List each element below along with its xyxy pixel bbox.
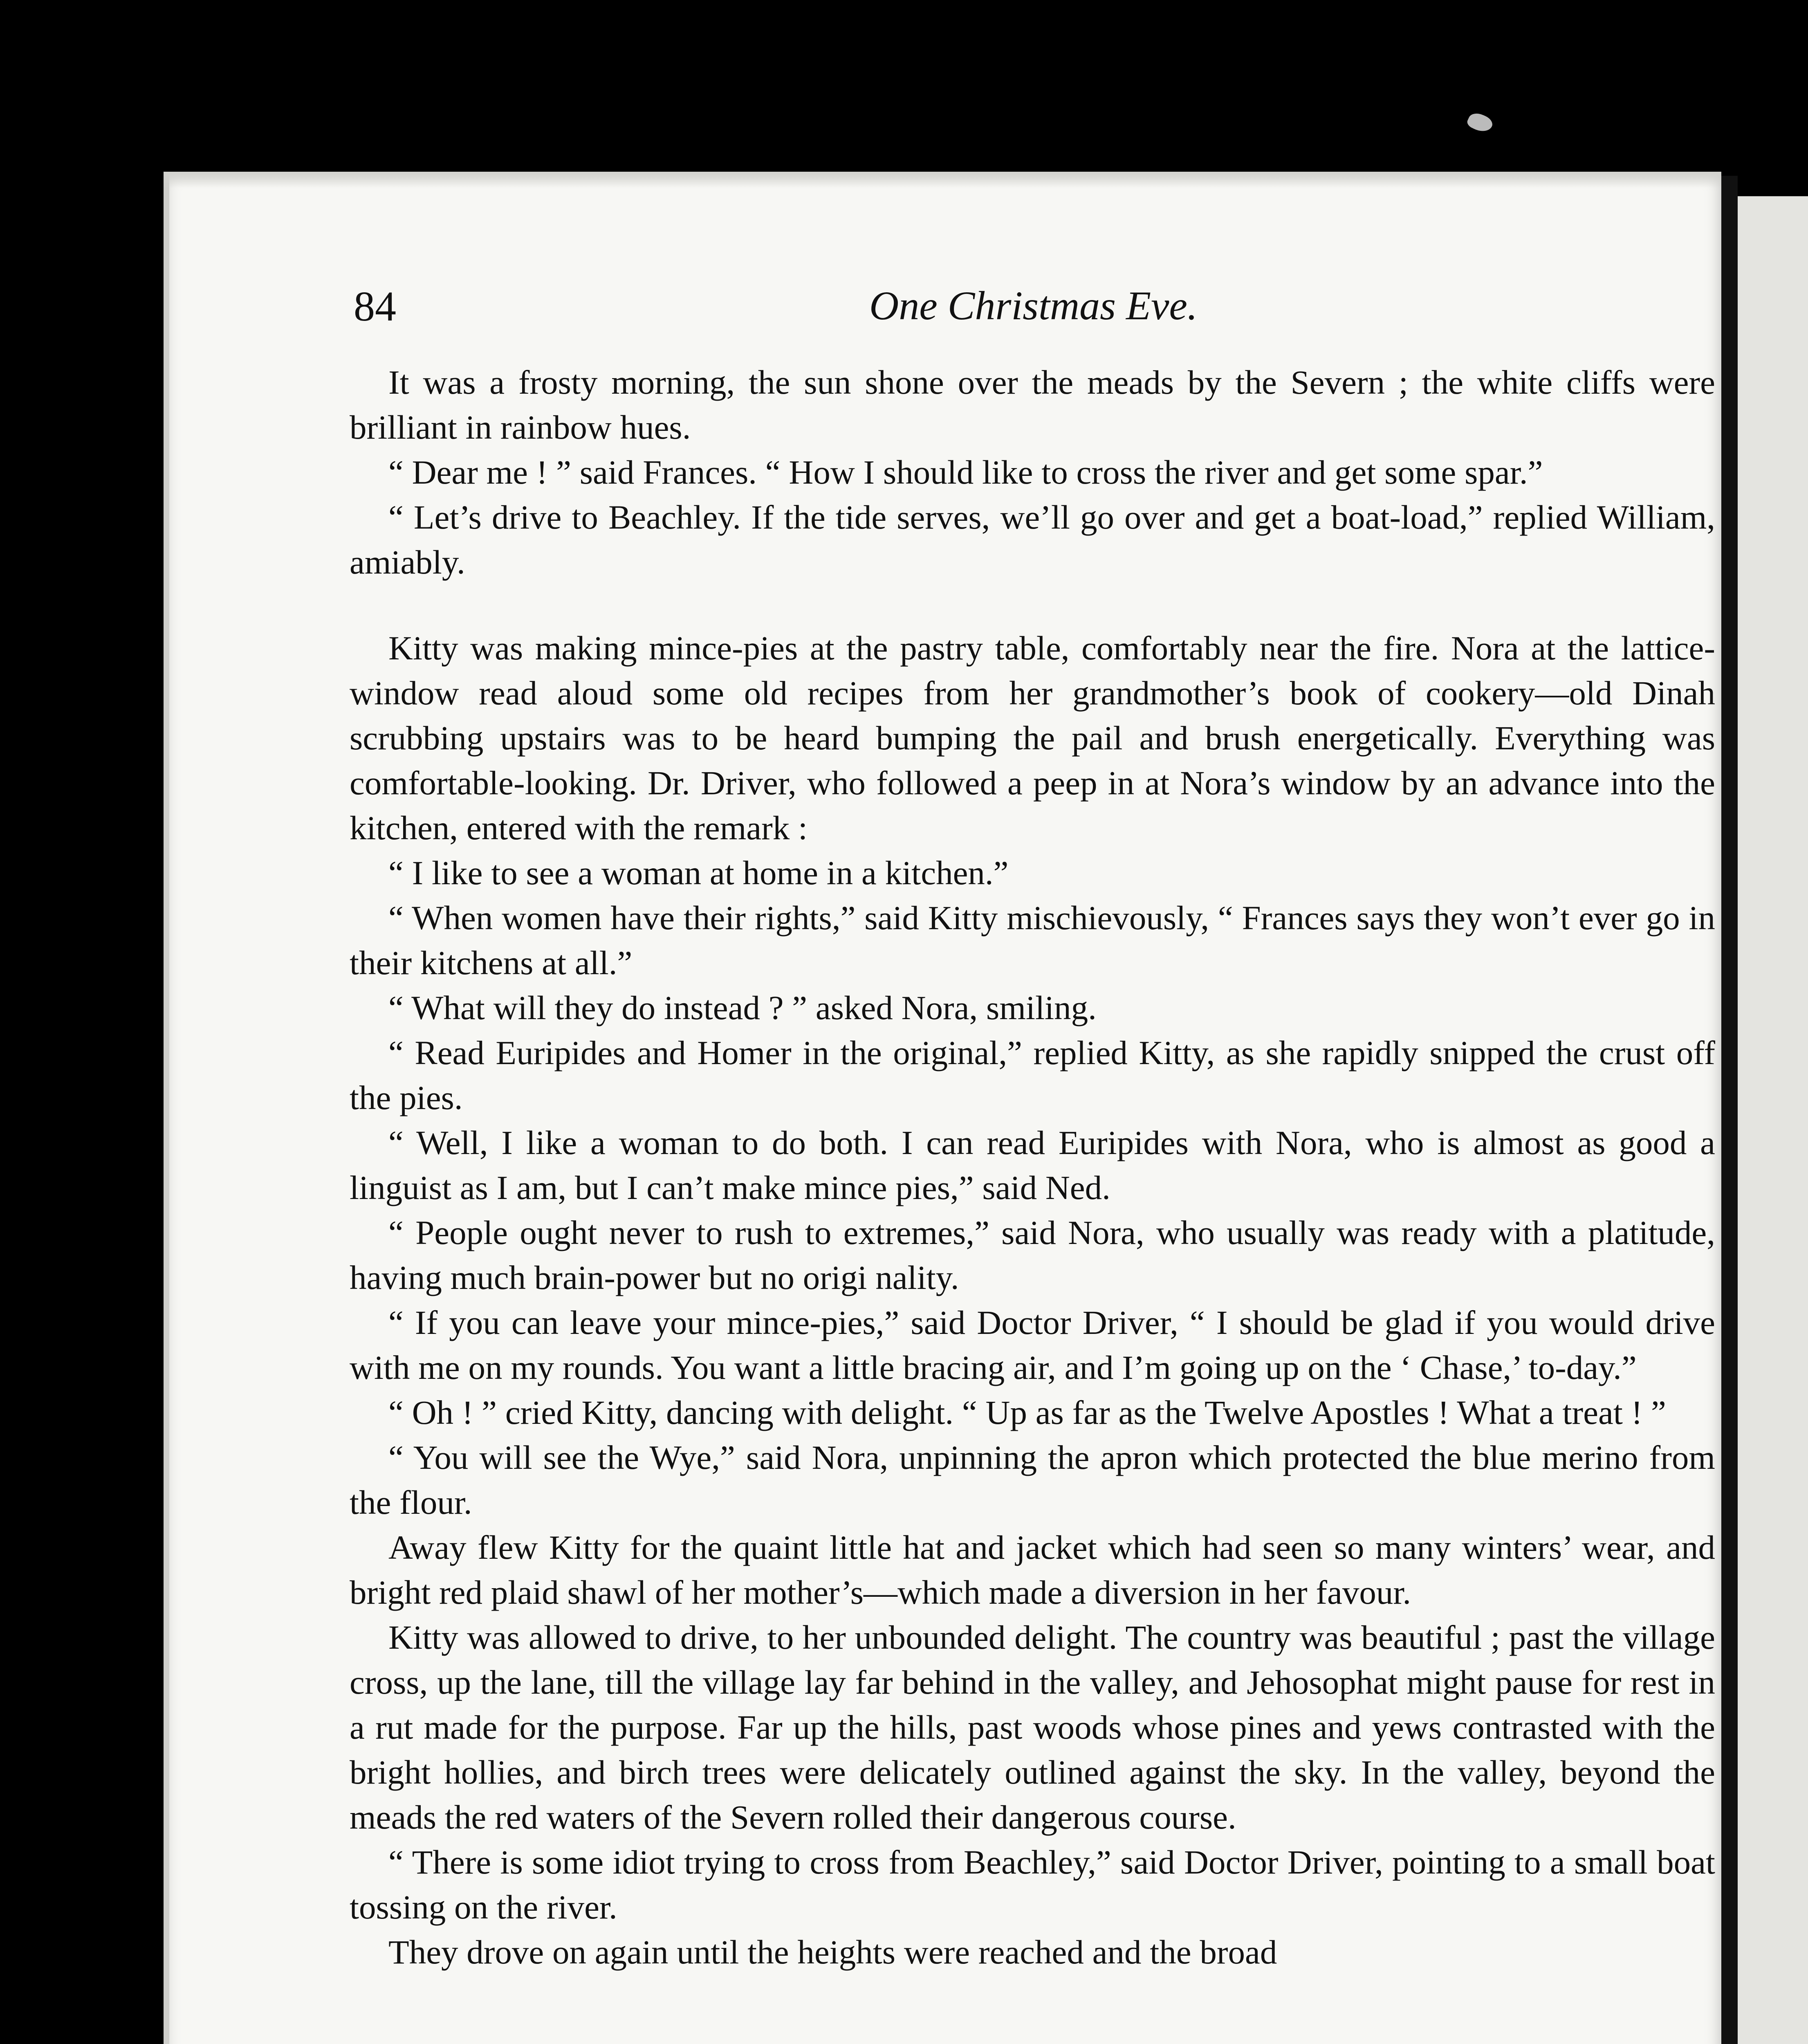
paragraph: “ If you can leave your mince-pies,” said Doctor Driver, “ I should be glad if you would drive with me on my rounds. You want a little bracing air, and I’m going up on the ‘ Chase,’ to-day.” [350,1304,1715,1386]
paragraph: Kitty was making mince-pies at the pastry table, comfortably near the fire. Nora at the lattice-window read aloud some old recipes from her grandmother’s book of cookery—old Dinah scrubbing upstairs was to be heard bumping the pail and brush energetically. Everything was comfortable-looking. Dr. Driver, who followed a peep in at Nora’s window by an advance into the kitchen, entered with the remark : [350,629,1715,847]
page-number: 84 [354,283,396,330]
paragraph: They drove on again until the heights were reached and the broad [388,1933,1277,1971]
page-shadow [164,172,1721,188]
paragraph: “ People ought never to rush to extremes,” said Nora, who usually was ready with a platitude, having much brain-power but no origi nality. [350,1214,1715,1296]
scan-artifact [1465,110,1494,135]
page-text [350,360,1715,1975]
paragraph: “ What will they do instead ? ” asked Nora, smiling. [388,989,1097,1026]
paragraph: Away flew Kitty for the quaint little hat and jacket which had seen so many winters’ wear, and bright red plaid shawl of her mother’s—which made a diversion in her favour. [350,1529,1715,1611]
paragraph: “ Well, I like a woman to do both. I can read Euripides with Nora, who is almost as good a linguist as I am, but I can’t make mince pies,” said Ned. [350,1124,1715,1206]
paragraph: “ I like to see a woman at home in a kitchen.” [388,854,1009,892]
paragraph: “ Let’s drive to Beachley. If the tide serves, we’ll go over and get a boat-load,” replied William, amiably. [350,498,1715,581]
paragraph: Kitty was allowed to drive, to her unbounded delight. The country was beautiful ; past the village cross, up the lane, till the village lay far behind in the valley, and Jehosophat might pause for rest in a rut made for the purpose. Far up the hills, past woods whose pines and yews contrasted with the bright hollies, and birch trees were delicately outlined against the sky. In the valley, beyond the meads the red waters of the Severn rolled their dangerous course. [350,1618,1715,1836]
book-gutter [1721,176,1738,2044]
paragraph: It was a frosty morning, the sun shone over the meads by the Severn ; the white cliffs were brilliant in rainbow hues. [350,363,1715,446]
paragraph: “ Dear me ! ” said Frances. “ How I should like to cross the river and get some spar.” [388,453,1543,491]
running-title: One Christmas Eve. [869,283,1198,328]
paragraph: “ Read Euripides and Homer in the original,” replied Kitty, as she rapidly snipped the crust off the pies. [350,1034,1715,1116]
adjacent-page-edge [1738,196,1808,2044]
paragraph: “ There is some idiot trying to cross from Beachley,” said Doctor Driver, pointing to a small boat tossing on the river. [350,1843,1715,1926]
page-header [354,282,1713,335]
paragraph: “ When women have their rights,” said Kitty mischievously, “ Frances says they won’t ever go in their kitchens at all.” [350,899,1715,982]
book-page [164,172,1721,2044]
section-break [350,585,1715,625]
paragraph: “ You will see the Wye,” said Nora, unpinning the apron which protected the blue merino from the flour. [350,1439,1715,1521]
page-edge [164,172,169,2044]
paragraph: “ Oh ! ” cried Kitty, dancing with delight. “ Up as far as the Twelve Apostles ! What a treat ! ” [388,1394,1666,1431]
